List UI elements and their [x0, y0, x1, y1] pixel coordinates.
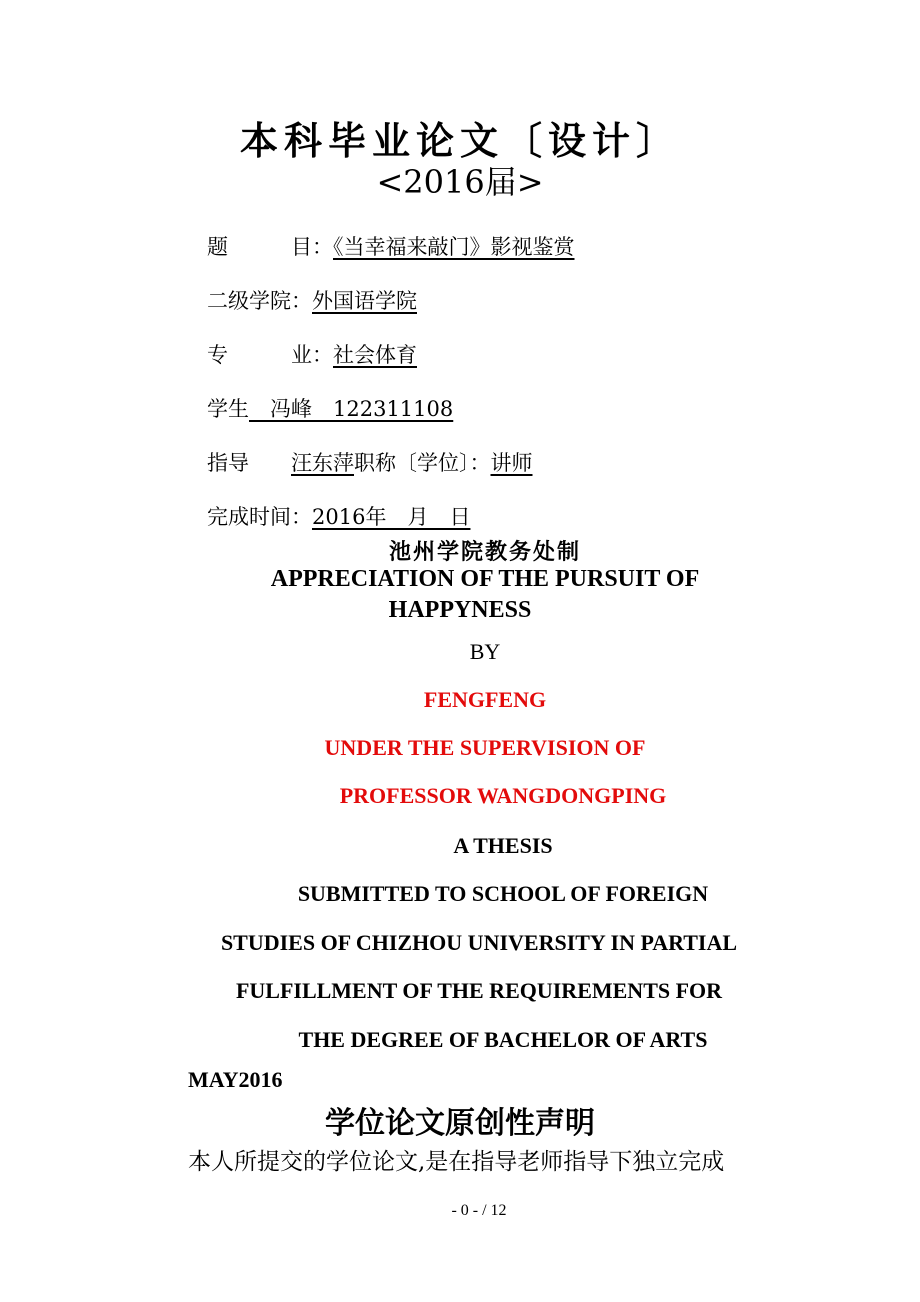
english-title-line-1: APPRECIATION OF THE PURSUIT OF [270, 566, 700, 592]
page-number: - 0 - / 12 [451, 1202, 507, 1219]
declaration-text: 本人所提交的学位论文,是在指导老师指导下独立完成 [188, 1149, 725, 1175]
field-date [207, 501, 470, 531]
field-topic-value: 《当幸福来敲门》影视鉴赏 [333, 235, 575, 259]
field-date-label: 完成时间： [207, 505, 312, 529]
field-advisor [207, 447, 533, 477]
by-label: BY [469, 639, 501, 664]
english-title-line-2: HAPPYNESS [388, 597, 532, 623]
thesis-main-title: 本科毕业论文〔设计〕 [239, 118, 680, 163]
field-college [207, 285, 417, 315]
field-topic-label: 题 目： [207, 235, 333, 259]
field-date-value: 2016年 月 日 [312, 505, 471, 529]
submitted-line-1: SUBMITTED TO SCHOOL OF FOREIGN [297, 881, 709, 906]
submission-date: MAY2016 [188, 1067, 283, 1092]
submitted-line-4: THE DEGREE OF BACHELOR OF ARTS [298, 1027, 708, 1052]
field-advisor-name: 汪东萍 [291, 451, 354, 475]
field-topic [207, 231, 575, 261]
field-major-value: 社会体育 [333, 343, 417, 367]
field-college-label: 二级学院： [207, 289, 312, 313]
graduation-year: <2016届> [376, 163, 544, 201]
submitted-line-2: STUDIES OF CHIZHOU UNIVERSITY IN PARTIAL [220, 930, 738, 955]
submitted-line-3: FULFILLMENT OF THE REQUIREMENTS FOR [235, 978, 723, 1003]
field-advisor-title-label: 职称〔学位〕： [354, 451, 491, 475]
field-student-value: __冯峰__122311108 [249, 397, 454, 421]
field-student-label: 学生 [207, 397, 249, 421]
supervision-line-2: PROFESSOR WANGDONGPING [339, 783, 667, 808]
supervision-line-1: UNDER THE SUPERVISION OF [324, 735, 646, 760]
field-advisor-label: 指导 [207, 451, 291, 475]
thesis-label: A THESIS [453, 833, 553, 858]
field-student [207, 393, 453, 423]
field-college-value: 外国语学院 [312, 289, 417, 313]
field-major [207, 339, 417, 369]
author-name: FENGFENG [423, 687, 547, 712]
declaration-title: 学位论文原创性声明 [325, 1106, 595, 1141]
issuer-office: 池州学院教务处制 [388, 539, 581, 565]
field-major-label: 专 业： [207, 343, 333, 367]
field-advisor-title-value: 讲师 [490, 451, 533, 475]
